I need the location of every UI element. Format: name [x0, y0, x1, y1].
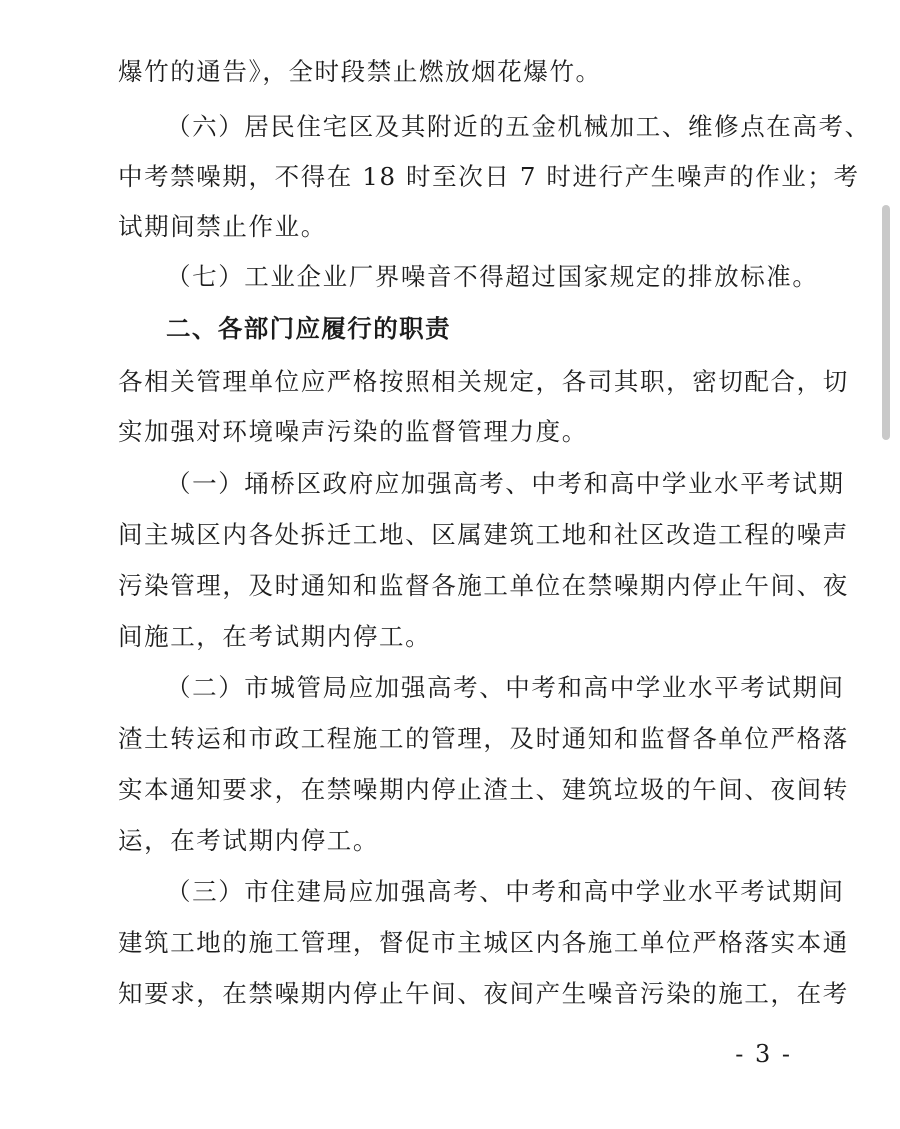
paragraph-item-6-line: （六）居民住宅区及其附近的五金机械加工、维修点在高考、 [166, 112, 871, 141]
section-heading: 二、各部门应履行的职责 [166, 314, 451, 343]
paragraph-item-1-line: （一）埇桥区政府应加强高考、中考和高中学业水平考试期 [166, 469, 845, 498]
paragraph-item-2-line: （二）市城管局应加强高考、中考和高中学业水平考试期间 [166, 673, 845, 702]
text-line: 实本通知要求，在禁噪期内停止渣土、建筑垃圾的午间、夜间转 [118, 775, 849, 804]
text-line: 知要求，在禁噪期内停止午间、夜间产生噪音污染的施工，在考 [118, 979, 849, 1008]
text-line: 运，在考试期内停工。 [118, 826, 379, 855]
scrollbar[interactable] [882, 205, 890, 440]
text-line: 实加强对环境噪声污染的监督管理力度。 [118, 417, 588, 446]
text-line: 渣土转运和市政工程施工的管理，及时通知和监督各单位严格落 [118, 724, 849, 753]
text-line: 污染管理，及时通知和监督各施工单位在禁噪期内停止午间、夜 [118, 571, 849, 600]
page-number: - 3 - [735, 1040, 792, 1068]
text-line: 各相关管理单位应严格按照相关规定，各司其职，密切配合，切 [118, 367, 849, 396]
paragraph-item-7-line: （七）工业企业厂界噪音不得超过国家规定的排放标准。 [166, 262, 819, 291]
paragraph-item-3-line: （三）市住建局应加强高考、中考和高中学业水平考试期间 [166, 877, 845, 906]
text-line: 爆竹的通告》，全时段禁止燃放烟花爆竹。 [118, 57, 602, 86]
text-line: 间主城区内各处拆迁工地、区属建筑工地和社区改造工程的噪声 [118, 520, 849, 549]
text-line: 试期间禁止作业。 [118, 212, 327, 241]
text-line: 建筑工地的施工管理，督促市主城区内各施工单位严格落实本通 [118, 928, 849, 957]
text-line: 间施工，在考试期内停工。 [118, 622, 432, 651]
text-line: 中考禁噪期，不得在 18 时至次日 7 时进行产生噪声的作业；考 [118, 162, 860, 191]
